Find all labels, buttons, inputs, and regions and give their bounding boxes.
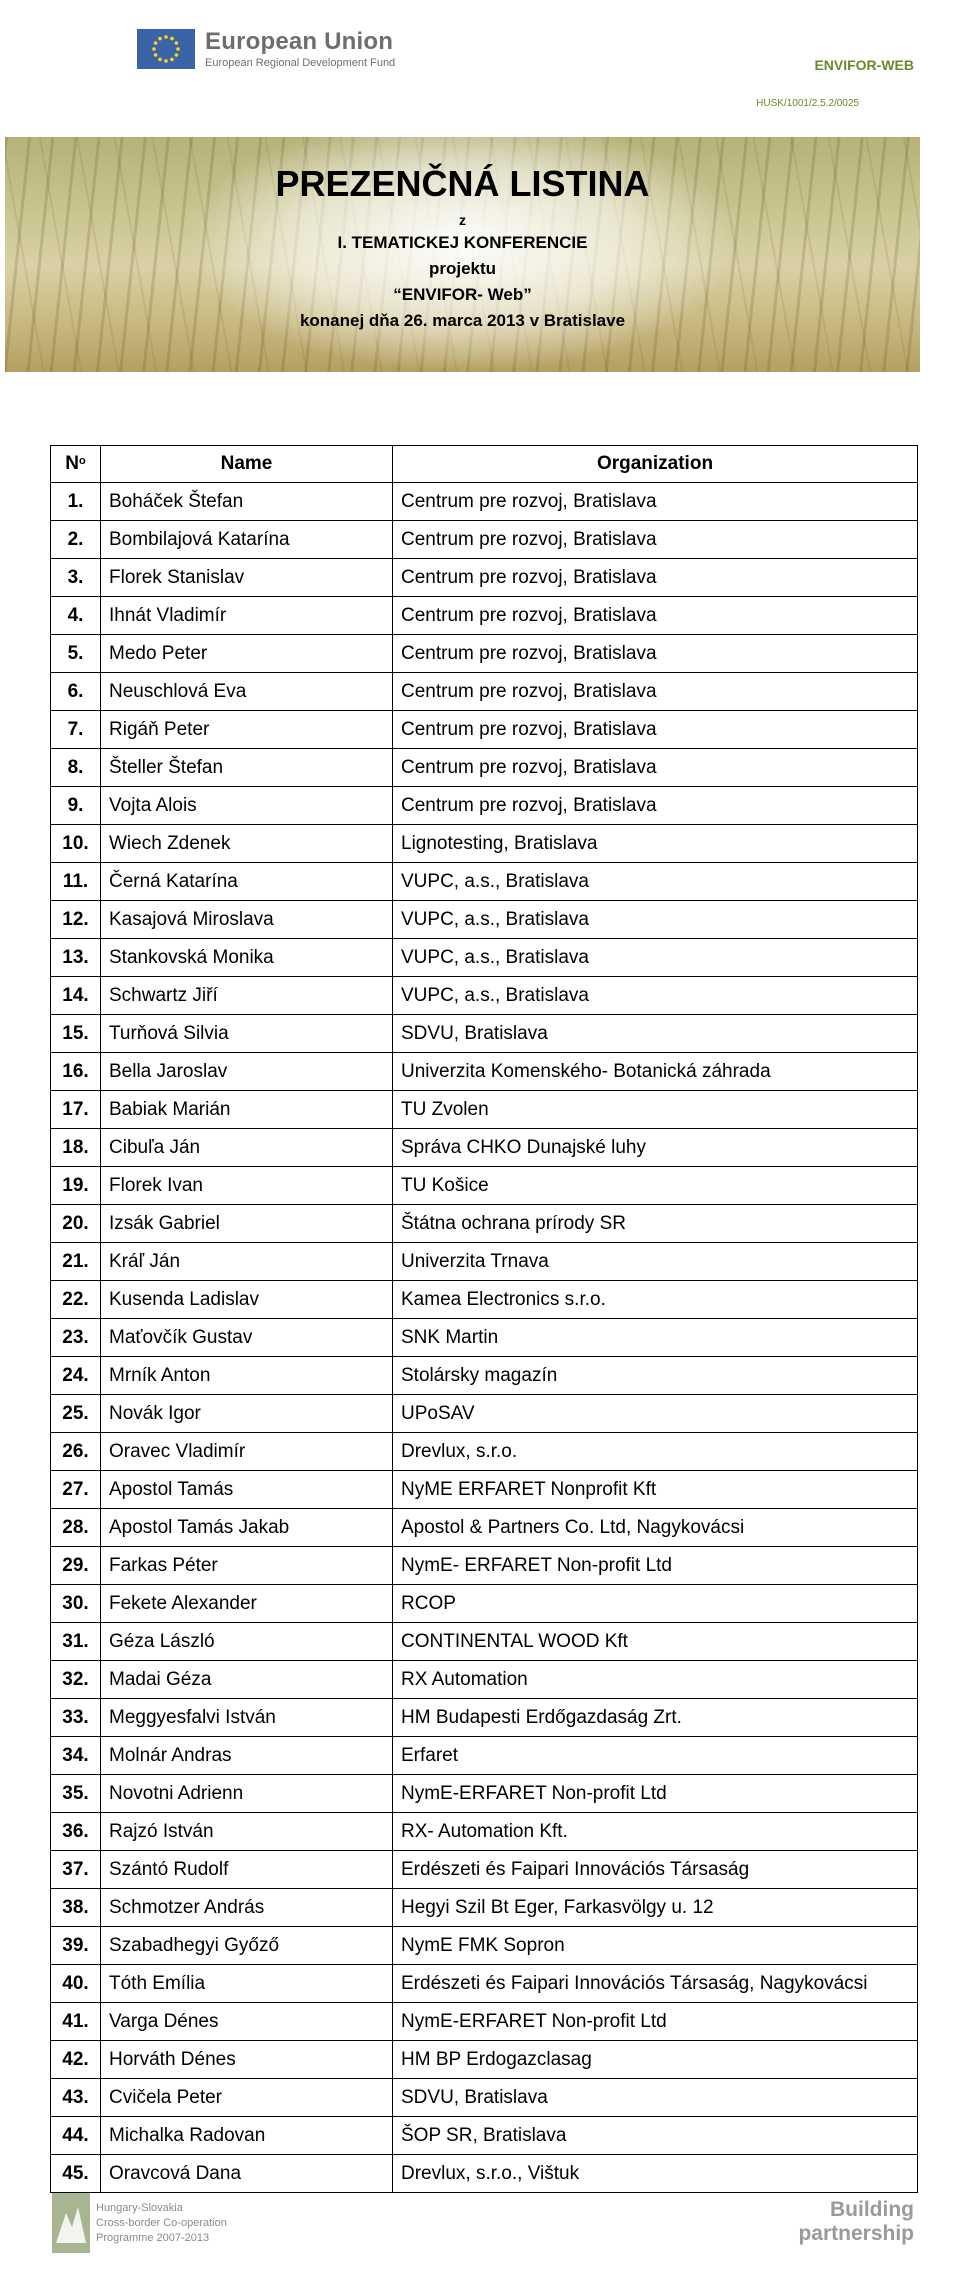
participant-name: Bombilajová Katarína <box>101 521 393 559</box>
participant-name: Stankovská Monika <box>101 939 393 977</box>
participant-name: Bella Jaroslav <box>101 1053 393 1091</box>
participant-organization: Centrum pre rozvoj, Bratislava <box>393 673 918 711</box>
row-number: 28. <box>51 1509 101 1547</box>
participant-name: Szántó Rudolf <box>101 1851 393 1889</box>
table-row <box>51 787 918 825</box>
row-number: 18. <box>51 1129 101 1167</box>
participant-name: Mrník Anton <box>101 1357 393 1395</box>
participant-organization: NymE FMK Sopron <box>393 1927 918 1965</box>
participant-organization: VUPC, a.s., Bratislava <box>393 977 918 1015</box>
table-row <box>51 1927 918 1965</box>
eu-logo <box>137 29 395 70</box>
building-line-2: partnership <box>798 2222 914 2245</box>
participant-name: Izsák Gabriel <box>101 1205 393 1243</box>
participant-name: Černá Katarína <box>101 863 393 901</box>
participant-organization: Univerzita Komenského- Botanická záhrada <box>393 1053 918 1091</box>
row-number: 22. <box>51 1281 101 1319</box>
participant-organization: Centrum pre rozvoj, Bratislava <box>393 483 918 521</box>
row-number: 42. <box>51 2041 101 2079</box>
building-line-1: Building <box>830 2198 914 2221</box>
participant-name: Cibuľa Ján <box>101 1129 393 1167</box>
row-number: 7. <box>51 711 101 749</box>
participant-name: Novotni Adrienn <box>101 1775 393 1813</box>
participant-organization: Centrum pre rozvoj, Bratislava <box>393 749 918 787</box>
row-number: 14. <box>51 977 101 1015</box>
table-row <box>51 1319 918 1357</box>
table-row <box>51 1889 918 1927</box>
participant-name: Šteller Štefan <box>101 749 393 787</box>
participant-organization: Lignotesting, Bratislava <box>393 825 918 863</box>
participant-organization: TU Košice <box>393 1167 918 1205</box>
participant-organization: RX- Automation Kft. <box>393 1813 918 1851</box>
forest-banner <box>5 137 920 372</box>
table-row <box>51 635 918 673</box>
row-number: 24. <box>51 1357 101 1395</box>
participant-organization: RX Automation <box>393 1661 918 1699</box>
row-number: 12. <box>51 901 101 939</box>
table-row <box>51 1965 918 2003</box>
participant-organization: CONTINENTAL WOOD Kft <box>393 1623 918 1661</box>
participant-name: Rigáň Peter <box>101 711 393 749</box>
participant-name: Tóth Emília <box>101 1965 393 2003</box>
table-row <box>51 977 918 1015</box>
participant-organization: NyME ERFARET Nonprofit Kft <box>393 1471 918 1509</box>
row-number: 20. <box>51 1205 101 1243</box>
row-number: 5. <box>51 635 101 673</box>
participant-name: Vojta Alois <box>101 787 393 825</box>
participant-organization: Stolársky magazín <box>393 1357 918 1395</box>
table-row <box>51 1129 918 1167</box>
hs-line-1: Hungary-Slovakia <box>96 2201 183 2214</box>
participant-name: Kusenda Ladislav <box>101 1281 393 1319</box>
row-number: 38. <box>51 1889 101 1927</box>
row-number: 44. <box>51 2117 101 2155</box>
participant-organization: NymE- ERFARET Non-profit Ltd <box>393 1547 918 1585</box>
participant-name: Farkas Péter <box>101 1547 393 1585</box>
row-number: 25. <box>51 1395 101 1433</box>
table-row <box>51 1547 918 1585</box>
participant-name: Ihnát Vladimír <box>101 597 393 635</box>
document-title: PREZENČNÁ LISTINA <box>275 163 650 204</box>
table-row <box>51 1281 918 1319</box>
participant-name: Turňová Silvia <box>101 1015 393 1053</box>
row-number: 9. <box>51 787 101 825</box>
table-row <box>51 1623 918 1661</box>
table-row <box>51 1661 918 1699</box>
row-number: 3. <box>51 559 101 597</box>
row-number: 40. <box>51 1965 101 2003</box>
participant-organization: VUPC, a.s., Bratislava <box>393 863 918 901</box>
table-row <box>51 1471 918 1509</box>
participant-organization: TU Zvolen <box>393 1091 918 1129</box>
participant-organization: Erdészeti és Faipari Innovációs Társaság <box>393 1851 918 1889</box>
participant-organization: UPoSAV <box>393 1395 918 1433</box>
table-row <box>51 1509 918 1547</box>
table-row <box>51 1205 918 1243</box>
table-row <box>51 673 918 711</box>
participant-name: Babiak Marián <box>101 1091 393 1129</box>
participant-name: Molnár Andras <box>101 1737 393 1775</box>
table-row <box>51 2003 918 2041</box>
table-row <box>51 1091 918 1129</box>
table-row <box>51 863 918 901</box>
participant-organization: Centrum pre rozvoj, Bratislava <box>393 597 918 635</box>
row-number: 13. <box>51 939 101 977</box>
eu-title: European Union <box>205 28 394 55</box>
hs-line-3: Programme 2007-2013 <box>96 2231 210 2244</box>
participant-name: Novák Igor <box>101 1395 393 1433</box>
table-row <box>51 901 918 939</box>
banner-line-project-name: “ENVIFOR- Web” <box>393 285 532 304</box>
row-number: 21. <box>51 1243 101 1281</box>
participant-organization: RCOP <box>393 1585 918 1623</box>
column-header-organization: Organization <box>393 446 918 483</box>
table-row <box>51 2117 918 2155</box>
participant-organization: Univerzita Trnava <box>393 1243 918 1281</box>
row-number: 8. <box>51 749 101 787</box>
table-row <box>51 521 918 559</box>
row-number: 45. <box>51 2155 101 2193</box>
participant-name: Apostol Tamás Jakab <box>101 1509 393 1547</box>
row-number: 30. <box>51 1585 101 1623</box>
participant-name: Horváth Dénes <box>101 2041 393 2079</box>
table-row <box>51 1433 918 1471</box>
participant-organization: Apostol & Partners Co. Ltd, Nagykovácsi <box>393 1509 918 1547</box>
participant-organization: NymE-ERFARET Non-profit Ltd <box>393 2003 918 2041</box>
participant-organization: Erfaret <box>393 1737 918 1775</box>
participant-name: Florek Stanislav <box>101 559 393 597</box>
participant-organization: Erdészeti és Faipari Innovációs Társaság, Nagykovácsi <box>393 1965 918 2003</box>
participant-organization: Centrum pre rozvoj, Bratislava <box>393 635 918 673</box>
row-number: 16. <box>51 1053 101 1091</box>
banner-line-date: konanej dňa 26. marca 2013 v Bratislave <box>299 311 626 330</box>
participant-organization: Centrum pre rozvoj, Bratislava <box>393 521 918 559</box>
participant-organization: SDVU, Bratislava <box>393 1015 918 1053</box>
participant-name: Wiech Zdenek <box>101 825 393 863</box>
participant-organization: Hegyi Szil Bt Eger, Farkasvölgy u. 12 <box>393 1889 918 1927</box>
row-number: 34. <box>51 1737 101 1775</box>
table-row <box>51 1167 918 1205</box>
participant-name: Fekete Alexander <box>101 1585 393 1623</box>
participant-name: Cvičela Peter <box>101 2079 393 2117</box>
hs-line-2: Cross-border Co-operation <box>96 2216 227 2229</box>
table-row <box>51 1585 918 1623</box>
participant-name: Apostol Tamás <box>101 1471 393 1509</box>
table-row <box>51 749 918 787</box>
row-number: 36. <box>51 1813 101 1851</box>
table-row <box>51 597 918 635</box>
row-number: 27. <box>51 1471 101 1509</box>
participant-organization: Kamea Electronics s.r.o. <box>393 1281 918 1319</box>
table-row <box>51 1737 918 1775</box>
row-number: 15. <box>51 1015 101 1053</box>
row-number: 29. <box>51 1547 101 1585</box>
row-number: 32. <box>51 1661 101 1699</box>
participant-organization: Správa CHKO Dunajské luhy <box>393 1129 918 1167</box>
table-row <box>51 1775 918 1813</box>
table-row <box>51 1243 918 1281</box>
participant-name: Madai Géza <box>101 1661 393 1699</box>
eu-flag-icon <box>137 29 195 69</box>
table-row <box>51 1699 918 1737</box>
table-row <box>51 559 918 597</box>
participant-organization: NymE-ERFARET Non-profit Ltd <box>393 1775 918 1813</box>
participant-name: Boháček Štefan <box>101 483 393 521</box>
row-number: 41. <box>51 2003 101 2041</box>
participant-name: Kráľ Ján <box>101 1243 393 1281</box>
building-partnership-logo <box>798 2198 914 2246</box>
table-row <box>51 825 918 863</box>
table-row <box>51 2041 918 2079</box>
participant-name: Michalka Radovan <box>101 2117 393 2155</box>
row-number: 37. <box>51 1851 101 1889</box>
participant-name: Maťovčík Gustav <box>101 1319 393 1357</box>
participant-name: Kasajová Miroslava <box>101 901 393 939</box>
table-row <box>51 1851 918 1889</box>
table-row <box>51 1015 918 1053</box>
eu-subtitle: European Regional Development Fund <box>205 57 396 69</box>
participant-organization: HM BP Erdogazclasag <box>393 2041 918 2079</box>
banner-line-z: z <box>459 212 466 228</box>
participant-organization: VUPC, a.s., Bratislava <box>393 939 918 977</box>
participant-name: Varga Dénes <box>101 2003 393 2041</box>
table-header-row <box>51 446 918 483</box>
participant-name: Neuschlová Eva <box>101 673 393 711</box>
row-number: 31. <box>51 1623 101 1661</box>
table-row <box>51 1053 918 1091</box>
participant-name: Szabadhegyi Győző <box>101 1927 393 1965</box>
participant-name: Meggyesfalvi István <box>101 1699 393 1737</box>
project-reference: HUSK/1001/2.5.2/0025 <box>756 98 859 109</box>
participant-name: Schmotzer András <box>101 1889 393 1927</box>
row-number: 10. <box>51 825 101 863</box>
table-row <box>51 711 918 749</box>
attendance-table-wrapper <box>50 445 917 2193</box>
table-row <box>51 1395 918 1433</box>
table-row <box>51 1357 918 1395</box>
participant-organization: HM Budapesti Erdőgazdaság Zrt. <box>393 1699 918 1737</box>
column-header-name: Name <box>101 446 393 483</box>
participant-name: Schwartz Jiří <box>101 977 393 1015</box>
table-row <box>51 483 918 521</box>
row-number: 19. <box>51 1167 101 1205</box>
row-number: 35. <box>51 1775 101 1813</box>
participant-name: Medo Peter <box>101 635 393 673</box>
banner-line-conference: I. TEMATICKEJ KONFERENCIE <box>337 233 588 252</box>
participant-organization: Centrum pre rozvoj, Bratislava <box>393 559 918 597</box>
participant-organization: Centrum pre rozvoj, Bratislava <box>393 787 918 825</box>
participant-organization: VUPC, a.s., Bratislava <box>393 901 918 939</box>
table-row <box>51 2079 918 2117</box>
participant-name: Oravec Vladimír <box>101 1433 393 1471</box>
attendance-table <box>50 445 918 2193</box>
participant-organization: SDVU, Bratislava <box>393 2079 918 2117</box>
participant-organization: Štátna ochrana prírody SR <box>393 1205 918 1243</box>
table-row <box>51 939 918 977</box>
row-number: 2. <box>51 521 101 559</box>
hungary-slovakia-programme-logo <box>52 2193 227 2253</box>
project-code: ENVIFOR-WEB <box>814 57 914 73</box>
row-number: 39. <box>51 1927 101 1965</box>
participant-name: Oravcová Dana <box>101 2155 393 2193</box>
participant-organization: SNK Martin <box>393 1319 918 1357</box>
participant-organization: ŠOP SR, Bratislava <box>393 2117 918 2155</box>
row-number: 1. <box>51 483 101 521</box>
row-number: 11. <box>51 863 101 901</box>
participant-name: Florek Ivan <box>101 1167 393 1205</box>
row-number: 6. <box>51 673 101 711</box>
banner-line-projektu: projektu <box>428 259 497 278</box>
participant-name: Géza László <box>101 1623 393 1661</box>
participant-organization: Drevlux, s.r.o., Vištuk <box>393 2155 918 2193</box>
participant-organization: Centrum pre rozvoj, Bratislava <box>393 711 918 749</box>
table-row <box>51 2155 918 2193</box>
row-number: 17. <box>51 1091 101 1129</box>
row-number: 23. <box>51 1319 101 1357</box>
row-number: 43. <box>51 2079 101 2117</box>
participant-name: Rajzó István <box>101 1813 393 1851</box>
row-number: 4. <box>51 597 101 635</box>
participant-organization: Drevlux, s.r.o. <box>393 1433 918 1471</box>
column-header-number: $N^o$ <box>51 446 101 483</box>
row-number: 26. <box>51 1433 101 1471</box>
hs-programme-icon <box>52 2193 90 2253</box>
row-number: 33. <box>51 1699 101 1737</box>
table-row <box>51 1813 918 1851</box>
